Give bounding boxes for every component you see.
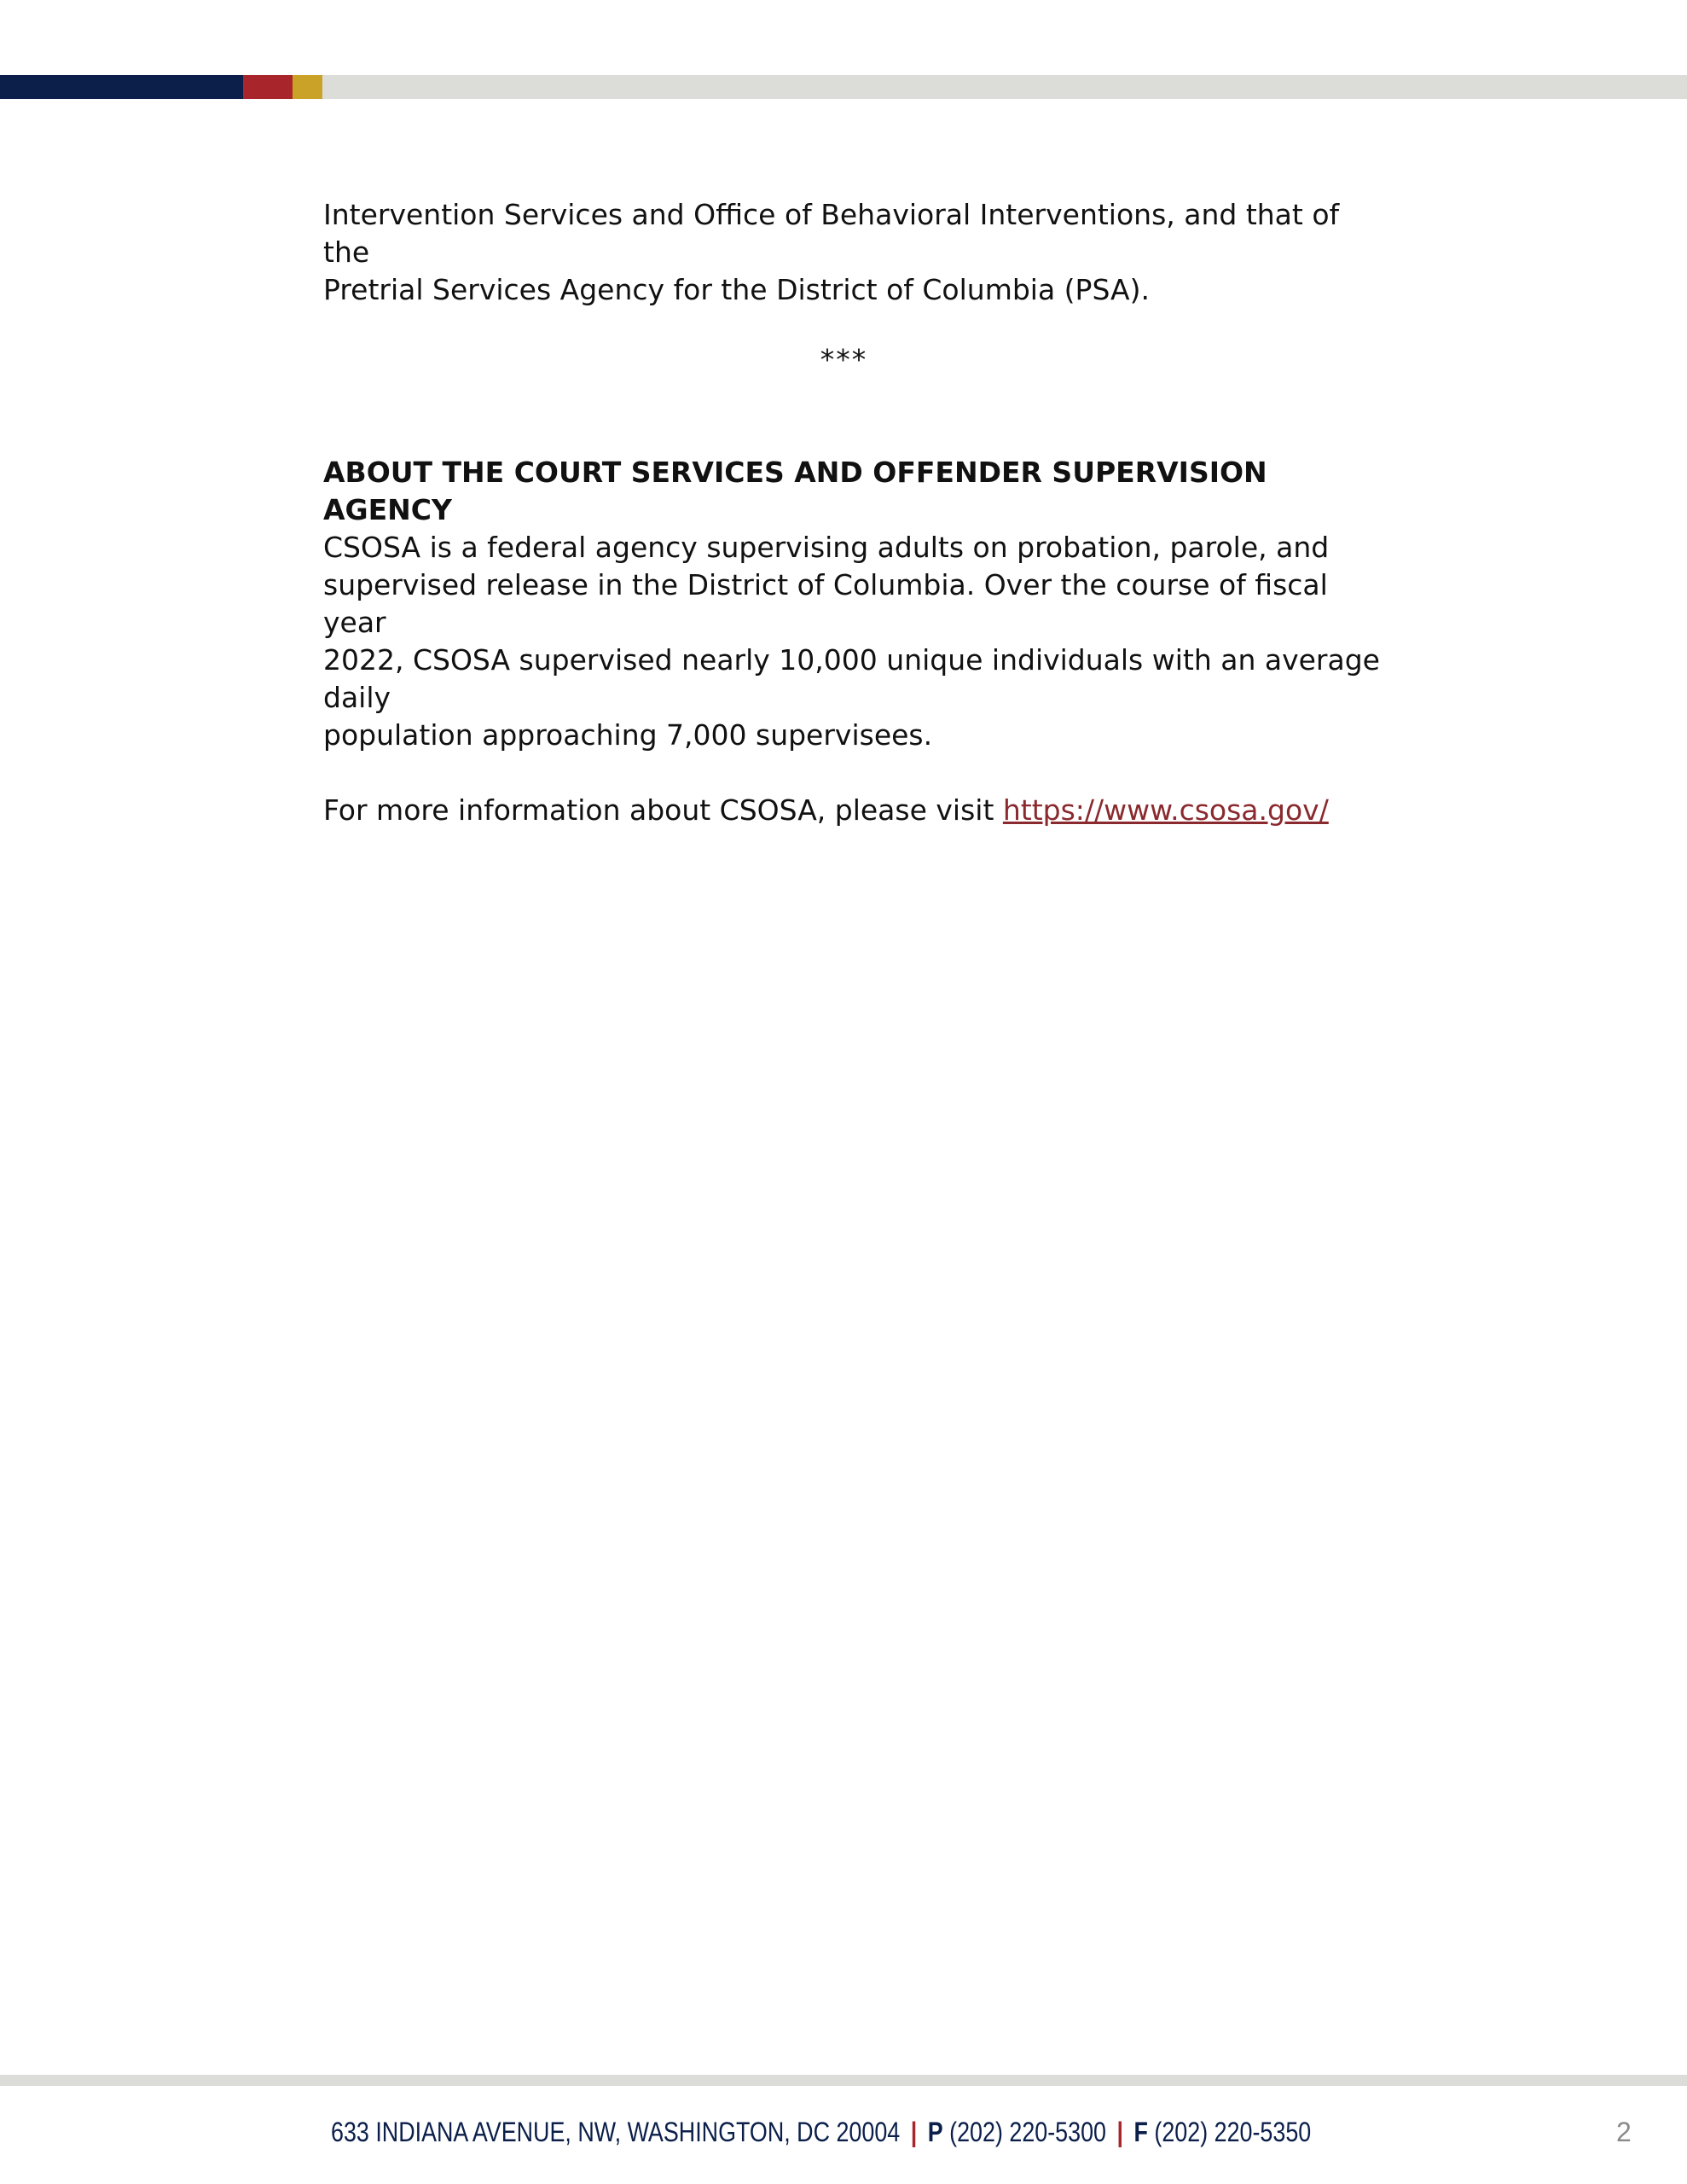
about-line-3: 2022, CSOSA supervised nearly 10,000 unique individuals with an average daily [323, 643, 1380, 714]
more-info-paragraph [323, 792, 1381, 829]
footer-phone: (202) 220-5300 [949, 2117, 1106, 2147]
csosa-website-link[interactable]: https://www.csosa.gov/ [1002, 793, 1329, 827]
document-body [323, 196, 1381, 829]
footer-fax-label: F [1133, 2117, 1148, 2147]
footer-contact [331, 2111, 1311, 2153]
more-info-text: For more information about CSOSA, please visit [323, 793, 1003, 827]
continued-line-1: Intervention Services and Office of Behavioral Interventions, and that of the [323, 198, 1340, 269]
about-line-2: supervised release in the District of Columbia. Over the course of fiscal year [323, 568, 1328, 639]
footer-separator: | [1116, 2117, 1124, 2147]
page-number: 2 [1616, 2117, 1632, 2147]
about-heading: ABOUT THE COURT SERVICES AND OFFENDER SUPERVISION AGENCY [323, 456, 1267, 526]
footer-fax: (202) 220-5350 [1154, 2117, 1312, 2147]
section-separator: *** [820, 343, 868, 376]
header-bar-red-segment [243, 75, 293, 99]
header-bar-navy-segment [0, 75, 243, 99]
about-line-4: population approaching 7,000 supervisees. [323, 718, 933, 752]
footer-rule [0, 2075, 1687, 2086]
footer-phone-label: P [927, 2117, 943, 2147]
about-line-1: CSOSA is a federal agency supervising adults on probation, parole, and [323, 531, 1330, 564]
footer-address: 633 INDIANA AVENUE, NW, WASHINGTON, DC 20004 [331, 2117, 901, 2147]
header-bar-gold-segment [293, 75, 322, 99]
header-color-bar [0, 75, 1687, 99]
continued-line-2: Pretrial Services Agency for the District of Columbia (PSA). [323, 273, 1150, 306]
about-paragraph [323, 529, 1381, 754]
footer-separator: | [910, 2117, 918, 2147]
continued-paragraph [323, 196, 1381, 309]
